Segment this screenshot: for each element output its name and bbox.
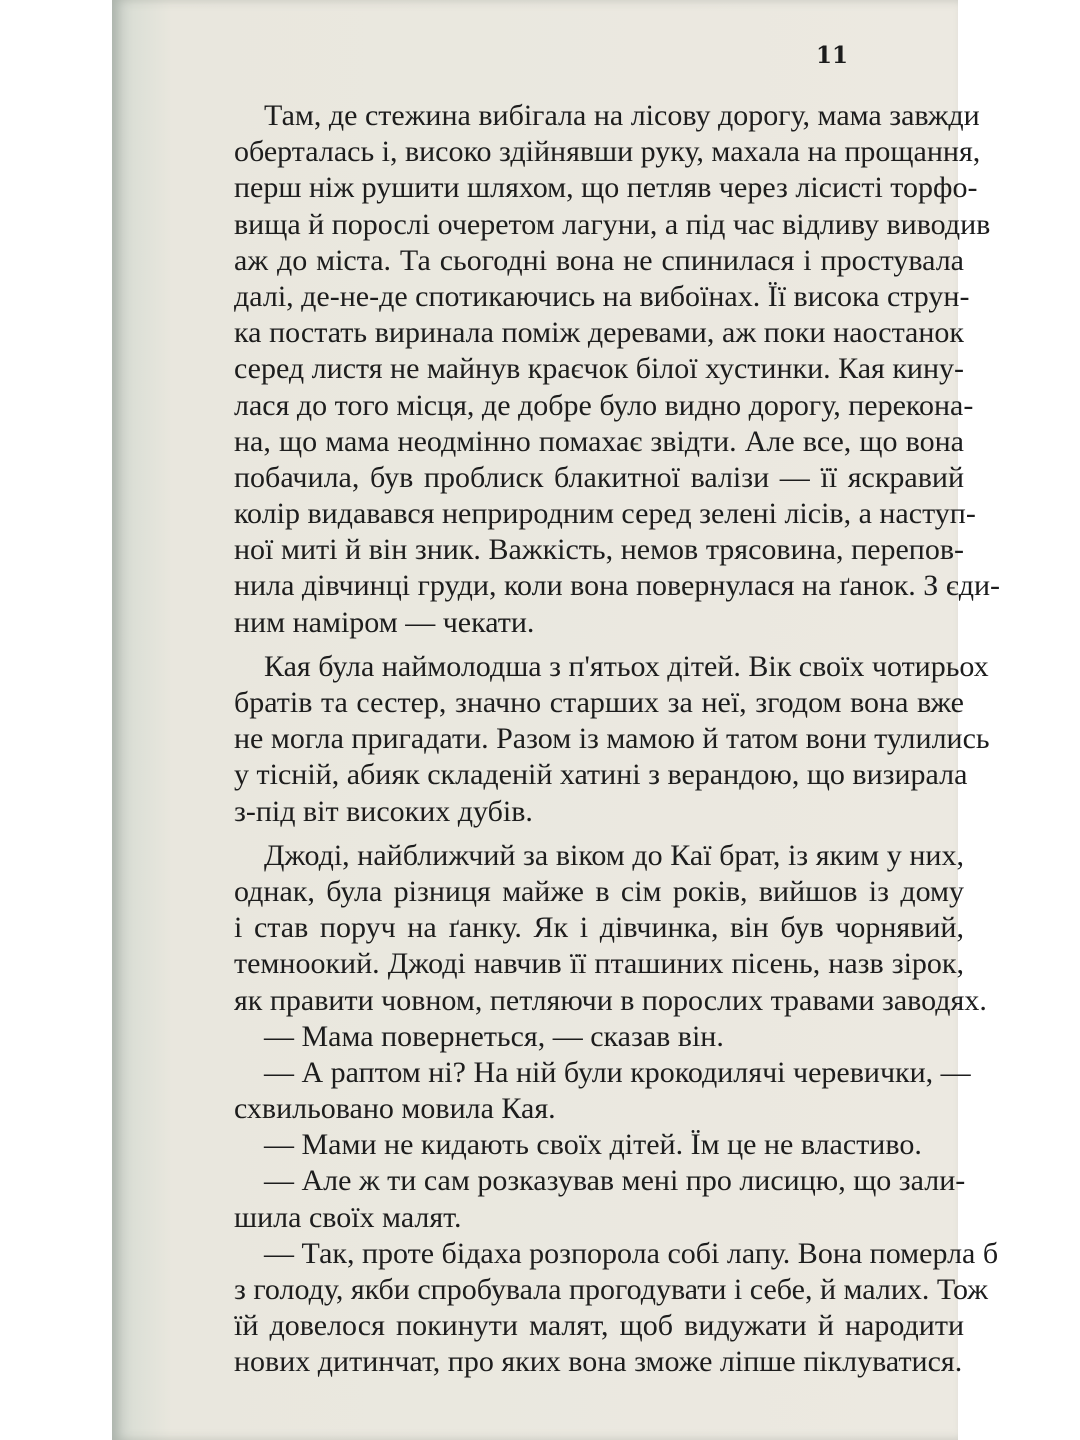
text-line: ним наміром — чекати. <box>234 605 535 639</box>
text-line: темноокий. Джоді навчив її пташиних пісень, назв зірок, <box>234 947 964 981</box>
text-line: оберталась і, високо здійнявши руку, махала на прощання, <box>234 135 981 169</box>
text-line: схвильовано мовила Кая. <box>234 1092 556 1126</box>
text-line: у тісній, абияк складеній хатині з верандою, що визирала <box>234 758 968 792</box>
text-line: лася до того місця, де добре було видно дорогу, перекона- <box>234 388 974 422</box>
text-line: Джоді, найближчий за віком до Каї брат, із яким у них, <box>264 838 964 872</box>
text-line: і став поруч на ґанку. Як і дівчинка, він був чорнявий, <box>234 911 964 945</box>
text-line: — А раптом ні? На ній були крокодилячі черевички, — <box>264 1055 971 1089</box>
text-line: — Мама повернеться, — сказав він. <box>264 1019 724 1053</box>
dialogue-line <box>234 1019 964 1055</box>
text-line: серед листя не майнув краєчок білої хустинки. Кая кину- <box>234 352 965 386</box>
text-line: далі, де-не-де спотикаючись на вибоїнах. Її висока струн- <box>234 279 970 313</box>
text-line: не могла пригадати. Разом із мамою й татом вони тулились <box>234 722 990 756</box>
text-line: колір видавався неприродним серед зелені лісів, а наступ- <box>234 497 976 531</box>
text-line: вища й порослі очеретом лагуни, а під час відливу виводив <box>234 207 991 241</box>
text-line: з голоду, якби спробувала прогодувати і себе, й малих. Тож <box>234 1273 988 1306</box>
paragraph <box>234 98 1001 641</box>
text-line: — Так, проте бідаха розпорола собі лапу. Вона померла б <box>264 1236 999 1270</box>
text-line: аж до міста. Та сьогодні вона не спинилася і простувала <box>234 243 964 277</box>
dialogue-line <box>234 1055 971 1127</box>
text-line: побачила, був проблиск блакитної валізи — її яскравий <box>234 460 964 494</box>
text-line: ної миті й він зник. Важкість, немов трясовина, перепов- <box>234 533 964 567</box>
text-line: нила дівчинці груди, коли вона повернулася на ґанок. З єди- <box>234 569 1001 603</box>
paragraph <box>234 649 990 830</box>
text-line: — Але ж ти сам розказував мені про лисицю, що зали- <box>264 1164 966 1198</box>
dialogue-line <box>234 1236 999 1381</box>
paragraph <box>234 838 987 1019</box>
text-line: — Мами не кидають своїх дітей. Їм це не властиво. <box>264 1128 922 1162</box>
dialogue-line <box>234 1127 964 1163</box>
text-line: однак, була різниця майже в сім років, вийшов із дому <box>234 874 964 908</box>
text-line: Там, де стежина вибігала на лісову дорогу, мама завжди <box>264 99 980 132</box>
text-line: з-під віт високих дубів. <box>234 794 533 828</box>
text-line: перш ніж рушити шляхом, що петляв через лісисті торфо- <box>234 171 978 205</box>
text-line: нових дитинчат, про яких вона зможе ліпше піклуватися. <box>234 1345 963 1379</box>
text-line: шила своїх малят. <box>234 1200 462 1234</box>
body-text <box>234 98 1001 1381</box>
text-line: братів та сестер, значно старших за неї, згодом вона вже <box>234 686 964 719</box>
text-line: на, що мама неодмінно помахає звідти. Але все, що вона <box>234 424 964 458</box>
text-line: їй довелося покинути малят, щоб видужати й народити <box>234 1309 964 1343</box>
text-line: як правити човном, петляючи в порослих травами заводях. <box>234 983 987 1017</box>
dialogue-line <box>234 1163 964 1235</box>
text-line: Кая була наймолодша з п'ятьох дітей. Вік своїх чотирьох <box>264 649 989 683</box>
text-line: ка постать виринала поміж деревами, аж поки наостанок <box>234 316 964 350</box>
page-number: 11 <box>815 42 848 69</box>
book-page <box>112 0 1001 1440</box>
